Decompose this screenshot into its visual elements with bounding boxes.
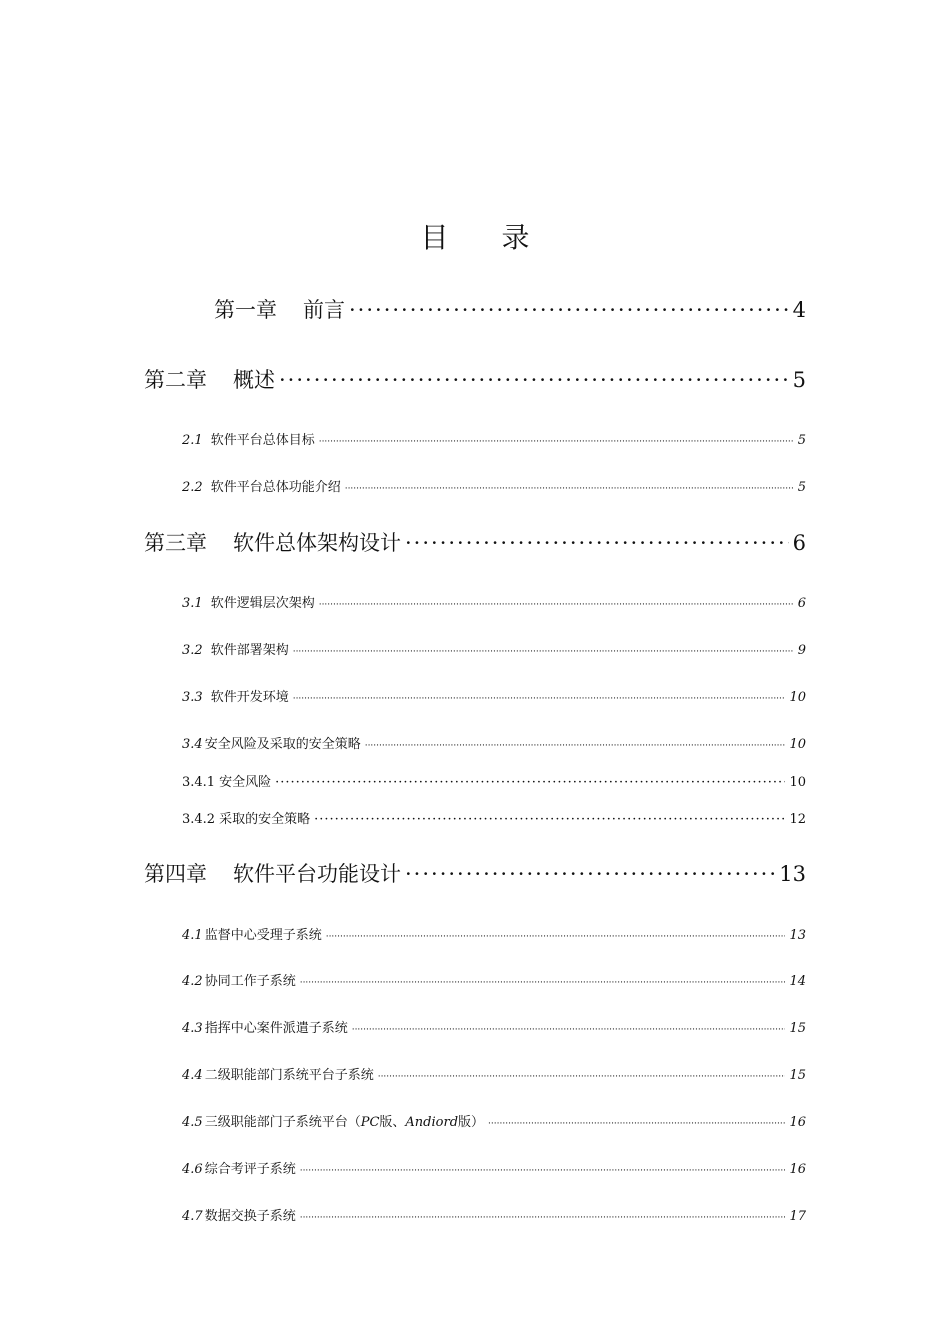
dot-leader (405, 531, 789, 552)
section-number: 3.3 (182, 690, 203, 705)
section-number: 4.2 (182, 974, 203, 989)
section-number: 4.7 (182, 1209, 203, 1224)
toc-entry-chapter-3[interactable] (144, 527, 806, 557)
section-title: 软件平台总体目标 (210, 433, 315, 448)
section-number: 4.4 (182, 1068, 203, 1083)
section-title: 协同工作子系统 (204, 974, 296, 989)
toc-entry-3-2[interactable] (182, 639, 806, 658)
section-number: 2.1 (182, 433, 203, 448)
page-number: 17 (789, 1209, 806, 1224)
section-number: 4.3 (182, 1021, 203, 1036)
dot-leader (275, 775, 785, 788)
dot-leader (314, 812, 785, 825)
page-number: 5 (792, 368, 806, 392)
section-title: 监督中心受理子系统 (204, 928, 322, 943)
page-number: 12 (789, 812, 806, 827)
toc-entry-3-4-2[interactable] (182, 808, 806, 827)
toc-entry-3-3[interactable] (182, 686, 806, 705)
subsection-title: 安全风险 (219, 775, 272, 790)
chapter-title: 软件总体架构设计 (233, 531, 401, 555)
chapter-number: 第二章 (144, 368, 207, 392)
dot-leader (319, 433, 794, 446)
section-number: 4.6 (182, 1162, 203, 1177)
chapter-number: 第四章 (144, 862, 207, 886)
dot-leader (349, 298, 789, 319)
dot-leader (378, 1068, 786, 1081)
subsection-title: 采取的安全策略 (219, 812, 311, 827)
section-title: 软件开发环境 (210, 690, 289, 705)
dot-leader (326, 928, 786, 941)
dot-leader (293, 690, 786, 703)
dot-leader (293, 643, 794, 656)
toc-title: 目 录 (420, 221, 552, 254)
page-number: 10 (789, 690, 806, 705)
toc-entry-chapter-1[interactable] (214, 294, 806, 324)
dot-leader (300, 1162, 786, 1175)
chapter-title: 概述 (233, 368, 275, 392)
page-number: 5 (797, 480, 806, 495)
page-number: 4 (792, 298, 806, 322)
page-number: 6 (792, 531, 806, 555)
section-title: 数据交换子系统 (204, 1209, 296, 1224)
toc-entry-chapter-4[interactable] (144, 858, 806, 888)
chapter-number: 第一章 (214, 298, 277, 322)
section-title: 指挥中心案件派遣子系统 (204, 1021, 348, 1036)
page-number: 6 (797, 596, 806, 611)
section-number: 3.4 (182, 737, 203, 752)
section-number: 3.2 (182, 643, 203, 658)
page-number: 15 (789, 1068, 806, 1083)
toc-entry-chapter-2[interactable] (144, 364, 806, 394)
chapter-number: 第三章 (144, 531, 207, 555)
dot-leader (300, 974, 786, 987)
dot-leader (352, 1021, 786, 1034)
toc-entry-4-7[interactable] (182, 1205, 806, 1224)
subsection-number: 3.4.2 (182, 812, 216, 827)
section-number: 4.1 (182, 928, 203, 943)
dot-leader (365, 737, 786, 750)
dot-leader (488, 1115, 785, 1128)
toc-entry-4-4[interactable] (182, 1064, 806, 1083)
subsection-number: 3.4.1 (182, 775, 216, 790)
toc-entry-4-6[interactable] (182, 1158, 806, 1177)
toc-entry-4-2[interactable] (182, 970, 806, 989)
page-number: 13 (779, 862, 806, 886)
dot-leader (345, 480, 794, 493)
section-title: 软件平台总体功能介绍 (210, 480, 341, 495)
toc-entry-4-3[interactable] (182, 1017, 806, 1036)
toc-entry-2-2[interactable] (182, 476, 806, 495)
toc-entry-3-4[interactable] (182, 733, 806, 752)
dot-leader (319, 596, 794, 609)
section-number: 2.2 (182, 480, 203, 495)
section-title: 综合考评子系统 (204, 1162, 296, 1177)
section-title: 三级职能部门子系统平台（PC版、Andiord版） (204, 1115, 485, 1130)
dot-leader (300, 1209, 786, 1222)
page-number: 10 (789, 775, 806, 790)
page-number: 9 (797, 643, 806, 658)
chapter-title: 前言 (303, 298, 345, 322)
page-number: 10 (789, 737, 806, 752)
page-number: 15 (789, 1021, 806, 1036)
toc-entry-3-4-1[interactable] (182, 771, 806, 790)
section-title: 软件部署架构 (210, 643, 289, 658)
toc-entry-4-1[interactable] (182, 924, 806, 943)
toc-entry-3-1[interactable] (182, 592, 806, 611)
section-number: 3.1 (182, 596, 203, 611)
dot-leader (405, 862, 775, 883)
section-title: 二级职能部门系统平台子系统 (204, 1068, 374, 1083)
toc-entry-4-5[interactable] (182, 1111, 806, 1130)
page-number: 16 (789, 1162, 806, 1177)
dot-leader (279, 368, 789, 389)
page-number: 16 (789, 1115, 806, 1130)
chapter-title: 软件平台功能设计 (233, 862, 401, 886)
section-number: 4.5 (182, 1115, 203, 1130)
section-title: 安全风险及采取的安全策略 (204, 737, 361, 752)
toc-entry-2-1[interactable] (182, 429, 806, 448)
page-number: 14 (789, 974, 806, 989)
section-title: 软件逻辑层次架构 (210, 596, 315, 611)
page-number: 5 (797, 433, 806, 448)
page-number: 13 (789, 928, 806, 943)
